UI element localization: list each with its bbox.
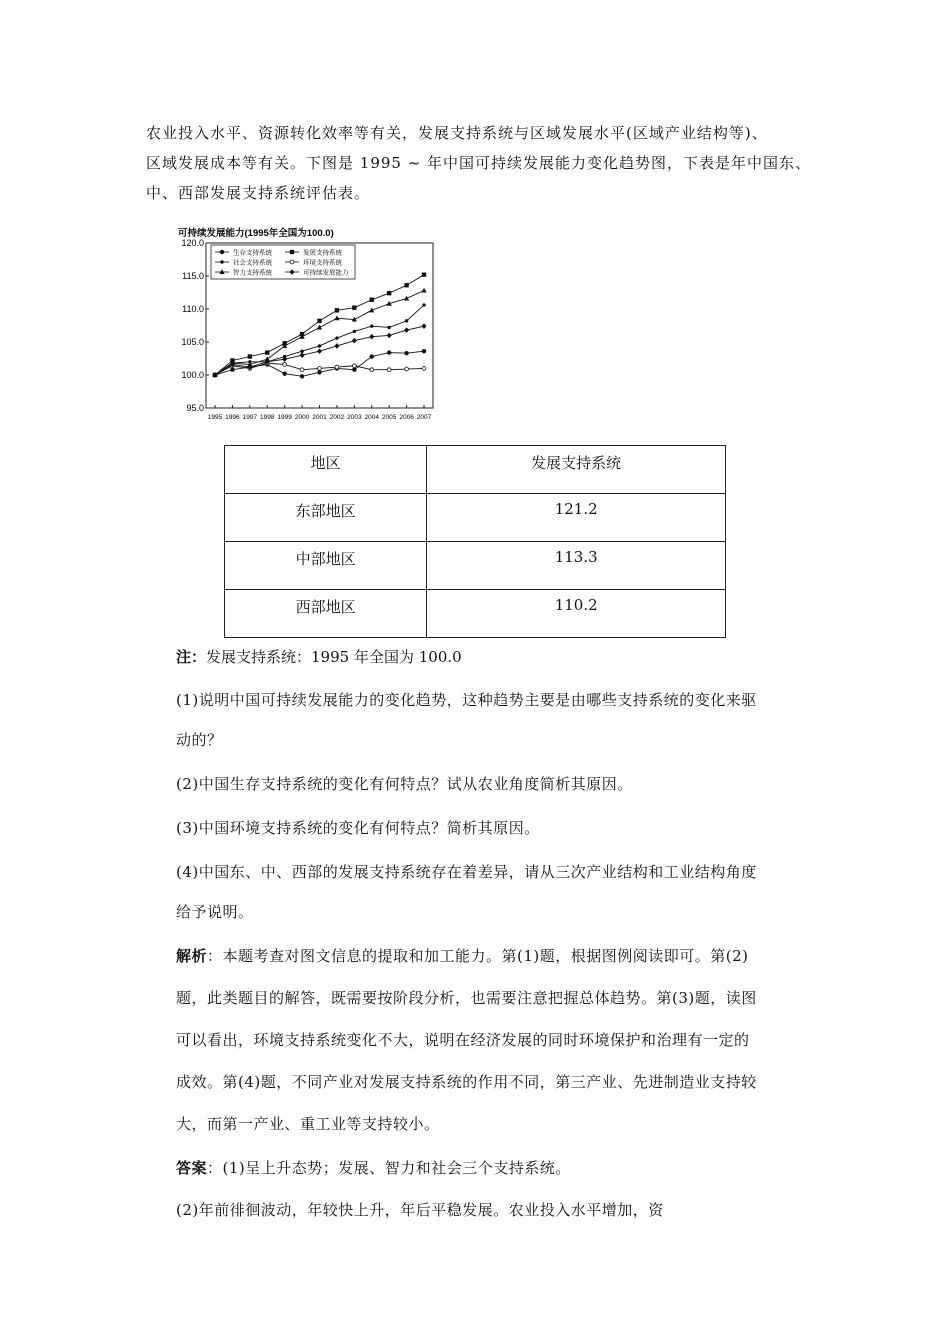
data-point	[422, 349, 426, 353]
sustainability-trend-chart	[176, 222, 446, 427]
legend-marker	[290, 260, 294, 264]
x-tick-label: 2000	[294, 414, 310, 421]
note-label: 注：	[176, 648, 207, 666]
x-tick-label: 1995	[207, 414, 223, 421]
data-point	[387, 333, 392, 339]
answer-line-2: (2)年前徘徊波动，年较快上升，年后平稳发展。农业投入水平增加，资	[176, 1201, 664, 1219]
analysis-line-1	[176, 936, 816, 976]
data-point	[334, 315, 339, 320]
intro-line-2: 区域发展成本等有关。下图是 1995 ~ 年中国可持续发展能力变化趋势图，下表是年中国东、	[146, 154, 812, 172]
chart-title: 可持续发展能力(1995年全国为100.0)	[178, 228, 334, 239]
legend-marker	[220, 260, 223, 263]
y-tick-label: 100.0	[181, 370, 204, 380]
y-tick-label: 115.0	[182, 271, 204, 281]
data-point	[317, 325, 322, 330]
data-point	[370, 324, 373, 327]
question-3: (3)中国环境支持系统的变化有何特点？简析其原因。	[176, 819, 540, 837]
cell-value: 121.2	[427, 494, 726, 542]
data-point	[317, 348, 322, 354]
data-point	[387, 326, 390, 329]
answer-label: 答案	[176, 1159, 208, 1177]
x-tick-label: 2007	[416, 414, 432, 421]
data-point	[387, 368, 391, 372]
series-group	[213, 303, 425, 376]
x-tick-label: 1999	[277, 414, 292, 421]
x-tick-label: 2001	[312, 414, 327, 421]
question-1-line-2: 动的？	[176, 731, 223, 749]
table-row	[225, 494, 726, 542]
legend-label: 生存支持系统	[233, 248, 272, 257]
legend-label: 发展支持系统	[303, 248, 342, 257]
cell-region: 西部地区	[225, 590, 427, 638]
data-point	[422, 272, 426, 276]
x-tick-label: 1998	[260, 414, 275, 421]
data-point	[335, 308, 339, 312]
data-point	[370, 368, 374, 372]
data-point	[335, 336, 338, 339]
data-point	[405, 367, 409, 371]
analysis-line-2: 题，此类题目的解答，既需要按阶段分析，也需要注意把握总体趋势。第(3)题，读图	[176, 989, 757, 1007]
data-point	[387, 350, 391, 354]
header-region: 地区	[225, 446, 427, 494]
data-point	[421, 288, 426, 293]
data-point	[334, 343, 339, 349]
analysis-line-4: 成效。第(4)题，不同产业对发展支持系统的作用不同，第三产业、先进制造业支持较	[176, 1073, 757, 1091]
data-point	[404, 351, 408, 355]
data-point	[352, 338, 357, 344]
x-tick-label: 2006	[399, 414, 414, 421]
data-point	[370, 298, 374, 302]
table-note	[176, 646, 462, 667]
data-point	[404, 283, 408, 287]
x-tick-label: 1997	[242, 414, 258, 421]
cell-value: 113.3	[427, 542, 726, 590]
table-row	[225, 542, 726, 590]
data-point	[318, 367, 322, 371]
data-point	[230, 368, 234, 372]
data-point	[283, 363, 287, 367]
y-tick-label: 95.0	[186, 403, 204, 413]
cell-region: 中部地区	[225, 542, 427, 590]
question-2: (2)中国生存支持系统的变化有何特点？试从农业角度简析其原因。	[176, 775, 633, 793]
analysis-label: 解析	[176, 947, 208, 965]
analysis-text-1: ：本题考查对图文信息的提取和加工能力。第(1)题，根据图例阅读即可。第(2)	[207, 947, 749, 965]
data-point	[300, 374, 304, 378]
question-4-line-2: 给予说明。	[176, 903, 254, 921]
data-point	[352, 364, 356, 368]
series-group	[212, 288, 426, 377]
data-point	[422, 367, 426, 371]
x-tick-label: 2003	[347, 414, 362, 421]
data-point	[265, 350, 269, 354]
cell-region: 东部地区	[225, 494, 427, 542]
intro-line-1: 农业投入水平、资源转化效率等有关，发展支持系统与区域发展水平(区域产业结构等)、	[146, 124, 768, 142]
legend-label: 可持续发展能力	[303, 268, 349, 277]
note-text: 发展支持系统：1995 年全国为 100.0	[206, 648, 462, 666]
x-tick-label: 2002	[329, 414, 345, 421]
legend-label: 智力支持系统	[233, 268, 272, 277]
data-point	[282, 371, 286, 375]
data-point	[387, 291, 391, 295]
data-point	[369, 334, 374, 340]
question-1-line-1: (1)说明中国可持续发展能力的变化趋势，这种趋势主要是由哪些支持系统的变化来驱	[176, 691, 757, 709]
cell-value: 110.2	[427, 590, 726, 638]
answer-text-1: ：(1)呈上升态势；发展、智力和社会三个支持系统。	[207, 1159, 571, 1177]
data-point	[317, 319, 321, 323]
data-point	[422, 323, 427, 329]
question-4-line-1: (4)中国东、中、西部的发展支持系统存在着差异，请从三次产业结构和工业结构角度	[176, 863, 757, 881]
data-point	[404, 327, 409, 333]
y-tick-label: 120.0	[181, 238, 204, 248]
table-row	[225, 590, 726, 638]
data-point	[300, 368, 304, 372]
y-tick-label: 110.0	[182, 304, 204, 314]
legend-label: 环境支持系统	[303, 258, 342, 267]
data-point	[353, 330, 356, 333]
answer-line-1	[176, 1148, 816, 1188]
data-point	[300, 352, 305, 358]
data-point	[405, 319, 408, 322]
legend-label: 社会支持系统	[233, 258, 272, 267]
analysis-line-5: 大，而第一产业、重工业等支持较小。	[176, 1115, 440, 1133]
data-point	[248, 354, 252, 358]
x-tick-label: 1996	[225, 414, 240, 421]
intro-line-3: 中、西部发展支持系统评估表。	[146, 184, 371, 202]
data-point	[352, 368, 356, 372]
y-tick-label: 105.0	[181, 337, 204, 347]
analysis-line-3: 可以看出，环境支持系统变化不大，说明在经济发展的同时环境保护和治理有一定的	[176, 1031, 750, 1049]
x-tick-label: 2004	[364, 414, 379, 421]
table-header-row	[225, 446, 726, 494]
data-point	[318, 344, 321, 347]
data-point	[422, 303, 425, 306]
data-point	[352, 305, 356, 309]
legend-marker	[290, 250, 294, 254]
data-point	[370, 354, 374, 358]
data-point	[335, 365, 339, 369]
header-system: 发展支持系统	[427, 446, 726, 494]
data-point	[317, 370, 321, 374]
x-tick-label: 2005	[381, 414, 397, 421]
region-table	[224, 445, 726, 638]
legend-marker	[220, 250, 224, 254]
